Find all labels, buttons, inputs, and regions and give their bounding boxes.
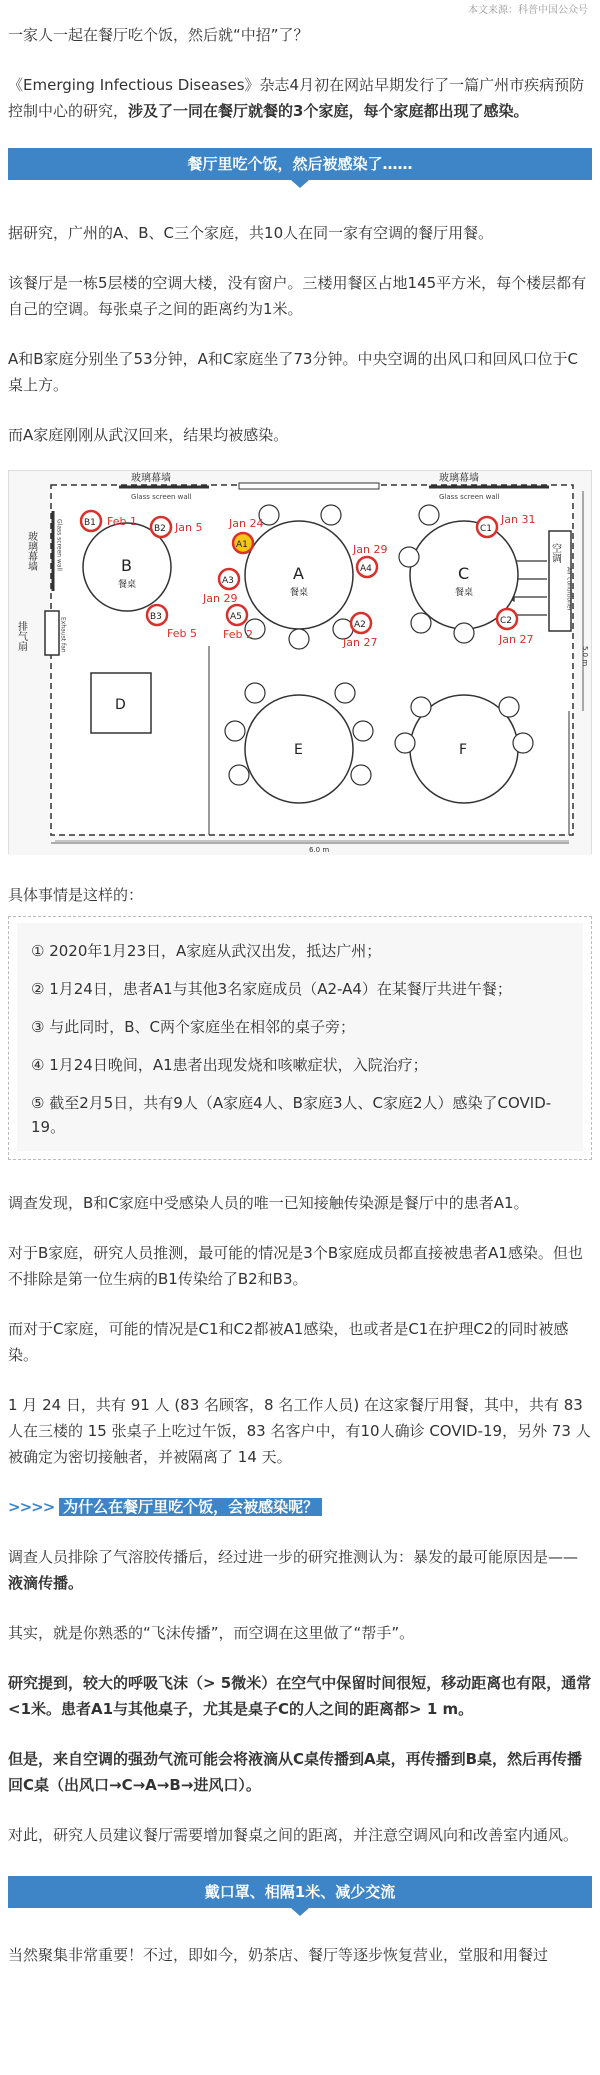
patient-id: A3 <box>222 576 234 586</box>
steps-box <box>8 916 592 1160</box>
step-item: ① 2020年1月23日，A家庭从武汉出发，抵达广州； <box>31 942 382 960</box>
glass-wall-label-1: 玻璃幕墙 <box>131 473 171 484</box>
table-d-letter: D <box>115 697 126 713</box>
section-banner-2: 戴口罩、相隔1米、减少交流 <box>8 1876 592 1908</box>
paragraph <box>8 1544 592 1596</box>
patient-date: Jan 31 <box>501 513 536 526</box>
patient-date: Jan 24 <box>229 517 264 530</box>
paragraph-bold: 研究提到，较大的呼吸飞沫（> 5微米）在空气中保留时间很短，移动距离也有限，通常<1米。患者A1与其他桌子，尤其是桌子C的人之间的距离都> 1 m。 <box>8 1674 592 1718</box>
paragraph: 调查发现，B和C家庭中受感染人员的唯一已知接触传染源是餐厅中的患者A1。 <box>8 1194 529 1212</box>
exhaust-fan-label-en: Exhaust fan <box>59 617 67 653</box>
patient-id: B1 <box>84 518 96 528</box>
paragraph-bold: 但是，来自空调的强劲气流可能会将液滴从C桌传播到A桌，再传播到B桌，然后再传播回C桌（出风口→C→A→B→进风口）。 <box>8 1750 583 1794</box>
restaurant-floor-plan <box>8 470 592 854</box>
subheading <box>8 1494 592 1520</box>
table-e <box>245 695 353 803</box>
table-b-word: 餐桌 <box>118 580 137 590</box>
table-d <box>91 673 151 733</box>
steps-intro: 具体事情是这样的： <box>8 886 144 904</box>
patient-id: B3 <box>150 612 162 622</box>
patient-date: Jan 27 <box>499 633 534 646</box>
subheading-text: 为什么在餐厅里吃个饭，会被感染呢？ <box>59 1498 322 1516</box>
step-item: ⑤ 截至2月5日，共有9人（A家庭4人、B家庭3人、C家庭2人）感染了COVID-19。 <box>31 1094 552 1136</box>
intro-text: 《Emerging Infectious Diseases》杂志4月初在网站早期发行了一篇广州市疾病预防控制中心的研究， <box>8 76 585 120</box>
patient-id: A2 <box>354 620 366 630</box>
dimension-height: 5.0 m <box>581 646 589 667</box>
section-banner-1: 餐厅里吃个饭，然后被感染了…… <box>8 148 592 180</box>
patient-id: A5 <box>230 612 242 622</box>
paragraph: 而A家庭刚刚从武汉回来，结果均被感染。 <box>8 426 289 444</box>
paragraph: 当然聚集非常重要！不过，即如今，奶茶店、餐厅等逐步恢复营业，堂服和用餐过 <box>8 1946 549 1964</box>
glass-wall-label-2-en: Glass screen wall <box>439 493 500 501</box>
table-a-word: 餐桌 <box>290 588 309 598</box>
ac-label-en: Air conditioner <box>565 567 573 612</box>
table-a <box>245 521 353 629</box>
patient-id: B2 <box>154 524 166 534</box>
subheading-arrows: >>>> <box>8 1498 55 1516</box>
table-c-letter: C <box>458 564 470 583</box>
steps-list <box>17 923 583 1151</box>
patient-date: Jan 29 <box>353 543 388 556</box>
intro-paragraph <box>8 72 592 124</box>
intro-question: 一家人一起在餐厅吃个饭，然后就“中招”了？ <box>8 26 309 44</box>
source-note: 本文来源：科普中国公众号 <box>468 5 588 16</box>
table-a-letter: A <box>293 564 304 583</box>
paragraph-bold-text: 液滴传播。 <box>8 1574 84 1592</box>
patient-date: Jan 27 <box>343 636 378 649</box>
glass-wall-label-left-en: Glass screen wall <box>55 519 63 571</box>
paragraph: 该餐厅是一栋5层楼的空调大楼，没有窗户。三楼用餐区占地145平方米，每个楼层都有自己的空调。每张桌子之间的距离约为1米。 <box>8 274 587 318</box>
intro-bold-text: 涉及了一同在餐厅就餐的3个家庭，每个家庭都出现了感染。 <box>128 102 529 120</box>
paragraph: 对此，研究人员建议餐厅需要增加餐桌之间的距离，并注意空调风向和改善室内通风。 <box>8 1826 579 1844</box>
exhaust-fan <box>45 611 59 655</box>
ac-label: 空调 <box>549 543 561 563</box>
paragraph: 对于B家庭，研究人员推测，最可能的情况是3个B家庭成员都直接被患者A1感染。但也不排除是第一位生病的B1传染给了B2和B3。 <box>8 1244 583 1288</box>
patient-date: Feb 2 <box>223 628 253 641</box>
paragraph: 1 月 24 日，共有 91 人 (83 名顾客，8 名工作人员) 在这家餐厅用餐，其中，共有 83 人在三楼的 15 张桌子上吃过午饭，83 名客户中，有10人确诊 COVID-19，另外 73 人被确定为密切接触者，并被隔离了 14 天。 <box>8 1396 591 1466</box>
paragraph: A和B家庭分别坐了53分钟，A和C家庭坐了73分钟。中央空调的出风口和回风口位于C桌上方。 <box>8 350 578 394</box>
patient-id: A1 <box>236 540 248 550</box>
paragraph: 其实，就是你熟悉的“飞沫传播”，而空调在这里做了“帮手”。 <box>8 1624 415 1642</box>
table-f-letter: F <box>459 742 468 758</box>
patient-date: Jan 29 <box>203 592 238 605</box>
patient-date: Feb 5 <box>167 627 197 640</box>
patient-date: Feb 1 <box>107 515 137 528</box>
dimension-width: 6.0 m <box>309 846 330 854</box>
step-item: ③ 与此同时，B、C两个家庭坐在相邻的桌子旁； <box>31 1018 355 1036</box>
step-item: ② 1月24日，患者A1与其他3名家庭成员（A2-A4）在某餐厅共进午餐； <box>31 980 512 998</box>
paragraph: 而对于C家庭，可能的情况是C1和C2都被A1感染，也或者是C1在护理C2的同时被感染。 <box>8 1320 569 1364</box>
glass-wall-label-1-en: Glass screen wall <box>131 493 192 501</box>
patient-id: C2 <box>500 616 513 626</box>
table-e-letter: E <box>294 742 303 758</box>
exhaust-fan-label: 排气扇 <box>15 621 27 651</box>
patient-date: Jan 5 <box>175 521 203 534</box>
floor-plan-svg <box>9 471 591 855</box>
glass-wall-label-2: 玻璃幕墙 <box>439 473 479 484</box>
patient-id: C1 <box>480 524 493 534</box>
table-c-word: 餐桌 <box>455 588 474 598</box>
paragraph-text: 调查人员排除了气溶胶传播后，经过进一步的研究推测认为：暴发的最可能原因是—— <box>8 1548 579 1566</box>
glass-wall-label-left: 玻璃幕墙 <box>25 531 37 571</box>
paragraph: 据研究，广州的A、B、C三个家庭，共10人在同一家有空调的餐厅用餐。 <box>8 224 494 242</box>
table-b-letter: B <box>121 556 132 575</box>
step-item: ④ 1月24日晚间，A1患者出现发烧和咳嗽症状，入院治疗； <box>31 1056 428 1074</box>
patient-id: A4 <box>360 564 372 574</box>
